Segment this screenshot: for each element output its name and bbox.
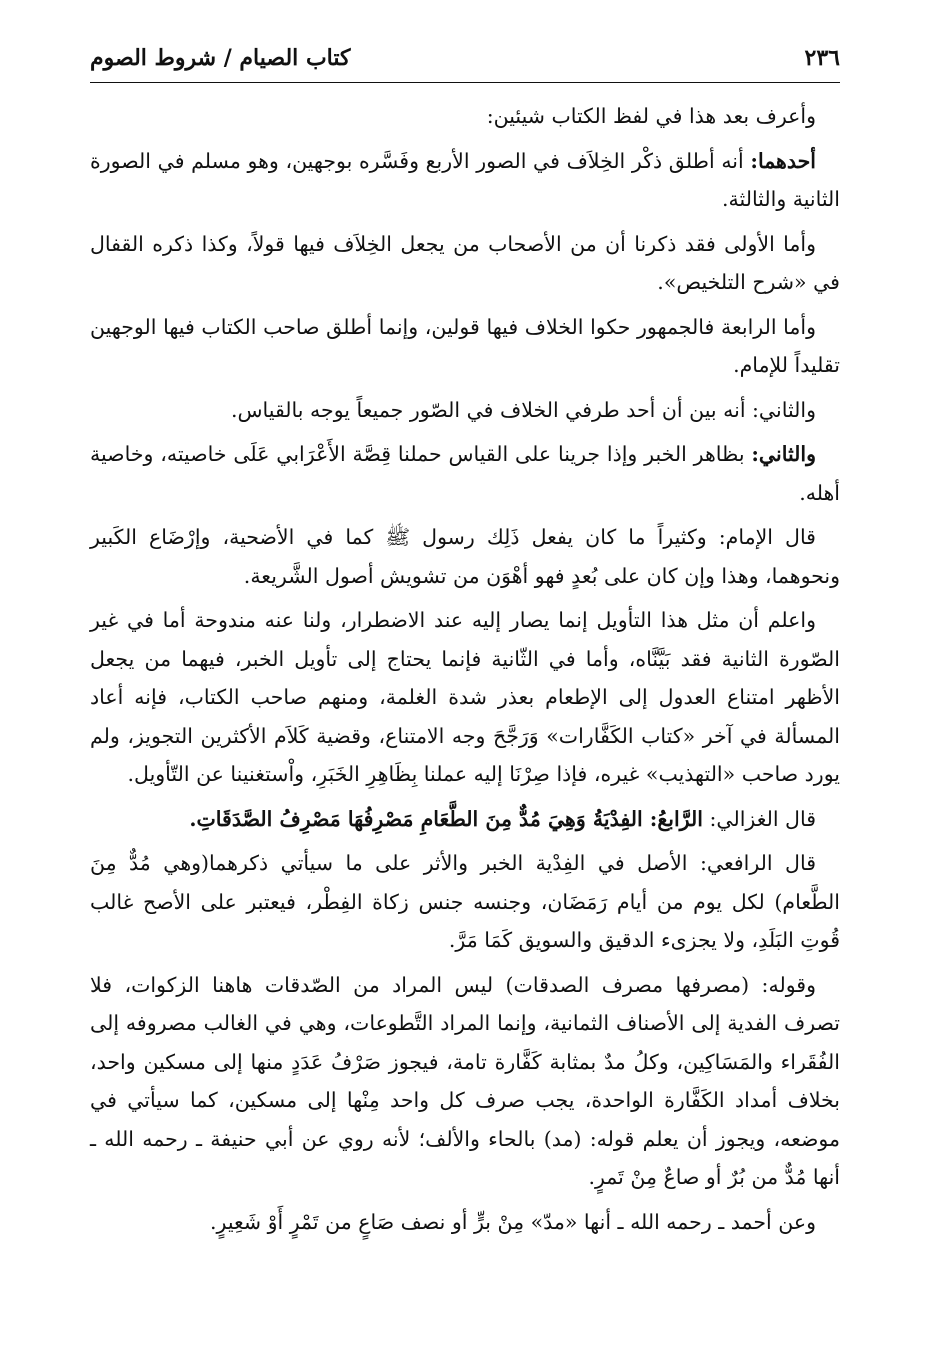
paragraph-lead: قال الغزالي: <box>709 806 816 831</box>
page-header <box>90 40 840 83</box>
paragraph <box>90 142 840 219</box>
page-body <box>90 97 840 1241</box>
paragraph-text: أنه أطلق ذكْر الخِلاَف في الصور الأربع وفَسَّره بوجهين، وهو مسلم في الصورة الثانية والثالثة. <box>90 148 840 211</box>
paragraph-text: واعلم أن مثل هذا التأويل إنما يصار إليه عند الاضطرار، ولنا عنه مندوحة أما في غير الصّورة الثانية فقد بَيَّنَّاه، وأما في الثّانية فإنما يحتاج إلى تأويل الخبر، فيهما من يجعل الأظهر امتناع العدول إلى الإطعام بعذر شدة الغلمة، ومنهم صاحب الكتاب، فإنه أعاد المسألة في آخر «كتاب الكَفَّارات» وَرَجَّحَ وجه الامتناع، وقضية كَلاَم الأكثرين التجويز، ولم يورد صاحب «التهذيب» غيره، فإذا صِرْنَا إليه عملنا بِظَاهِرِ الخَبَرِ، واْستغنينا عن التّأويل. <box>90 608 840 786</box>
paragraph <box>90 1203 840 1242</box>
paragraph <box>90 225 840 302</box>
paragraph <box>90 391 840 430</box>
page-number: ٢٣٦ <box>804 45 840 71</box>
paragraph-lead: والثاني: <box>751 442 816 466</box>
paragraph <box>90 966 840 1197</box>
book-page <box>90 40 840 1247</box>
paragraph-text: وأعرف بعد هذا في لفظ الكتاب شيئين: <box>486 104 816 128</box>
paragraph <box>90 800 840 839</box>
paragraph-text: وقوله: (مصرفها مصرف الصدقات) ليس المراد من الصّدقات هاهنا الزكوات، فلا تصرف الفدية إلى الأصناف الثمانية، وإنما المراد التَّطوعات، وهي في الغالب مصروفه إلى الفُقَراء والمَسَاكِين، وكلُ مدٌ بمثابة كَفَّارة تامة، فيجوز صَرْفُ عَدَدٍ منها إلى مسكين واحد، بخلاف أمداد الكَفَّارة الواحدة، يجب صرف كل واحد مِنْها إلى مسكين، كما سيأتي في موضعه، ويجوز أن يعلم قوله: (مد) بالحاء والألف؛ لأنه روي عن أبي حنيفة ـ رحمه الله ـ أنها مُدٌّ من بُرٌ أو صاعٌ مِنْ تَمرٍ. <box>90 972 840 1189</box>
paragraph-lead: أحدهما: <box>750 148 816 173</box>
paragraph <box>90 435 840 512</box>
paragraph <box>90 308 840 385</box>
paragraph <box>90 97 840 136</box>
running-title: كتاب الصيام / شروط الصوم <box>90 45 351 71</box>
paragraph <box>90 518 840 595</box>
paragraph-lead: قال الرافعي: <box>699 851 816 875</box>
paragraph <box>90 844 840 960</box>
paragraph-text: الأصل في الفِدْية الخبر والأثر على ما سيأتي ذكرهما(وهي مُدٌّ مِنَ الطَّعام) لكل يوم من أيام رَمَضَان، وجنسه جنس زكاة الفِطْر، فيعتبر على الأصح غالب قُوتِ البَلَدِ، ولا يجزىء الدقيق والسويق كَمَا مَرَّ. <box>90 851 840 952</box>
paragraph <box>90 601 840 794</box>
paragraph-text: قال الإمام: وكثيراً ما كان يفعل ذَلِك رسول ﷺ كما في الأضحية، وإرْضَاع الكَبير ونحوهما، وهذا وإن كان على بُعدٍ فهو أهْوَن من تشويش أصول الشَّريعة. <box>90 525 840 588</box>
paragraph-text: وأما الرابعة فالجمهور حكوا الخلاف فيها قولين، وإنما أطلق صاحب الكتاب فيها الوجهين تقليداً للإمام. <box>90 314 840 377</box>
paragraph-text: بظاهر الخبر وإذا جرينا على القياس حملنا قِصَّة الأَعْرَابي عَلَى خاصيته، وخاصية أهله. <box>90 442 840 505</box>
paragraph-text: وأما الأولى فقد ذكرنا أن من الأصحاب من يجعل الخِلاَف فيها قولاً، وكذا ذكره القفال في «شرح التلخيص». <box>90 231 840 294</box>
paragraph-text: الرَّابعُ: الفِدْيَةُ وَهِيَ مُدٌّ مِنَ الطَّعَامِ مَصْرِفُهَا مَصْرِفُ الصَّدَقَاتِ. <box>189 806 703 831</box>
paragraph-text: وعن أحمد ـ رحمه الله ـ أنها «مدّ» مِنْ برٍّ أو نصف صَاعٍ من تَمْرٍ أَوْ شَعِيرٍ. <box>210 1209 816 1234</box>
paragraph-text: والثاني: أنه بين أن أحد طرفي الخلاف في الصّور جميعاً يوجه بالقياس. <box>230 397 816 422</box>
